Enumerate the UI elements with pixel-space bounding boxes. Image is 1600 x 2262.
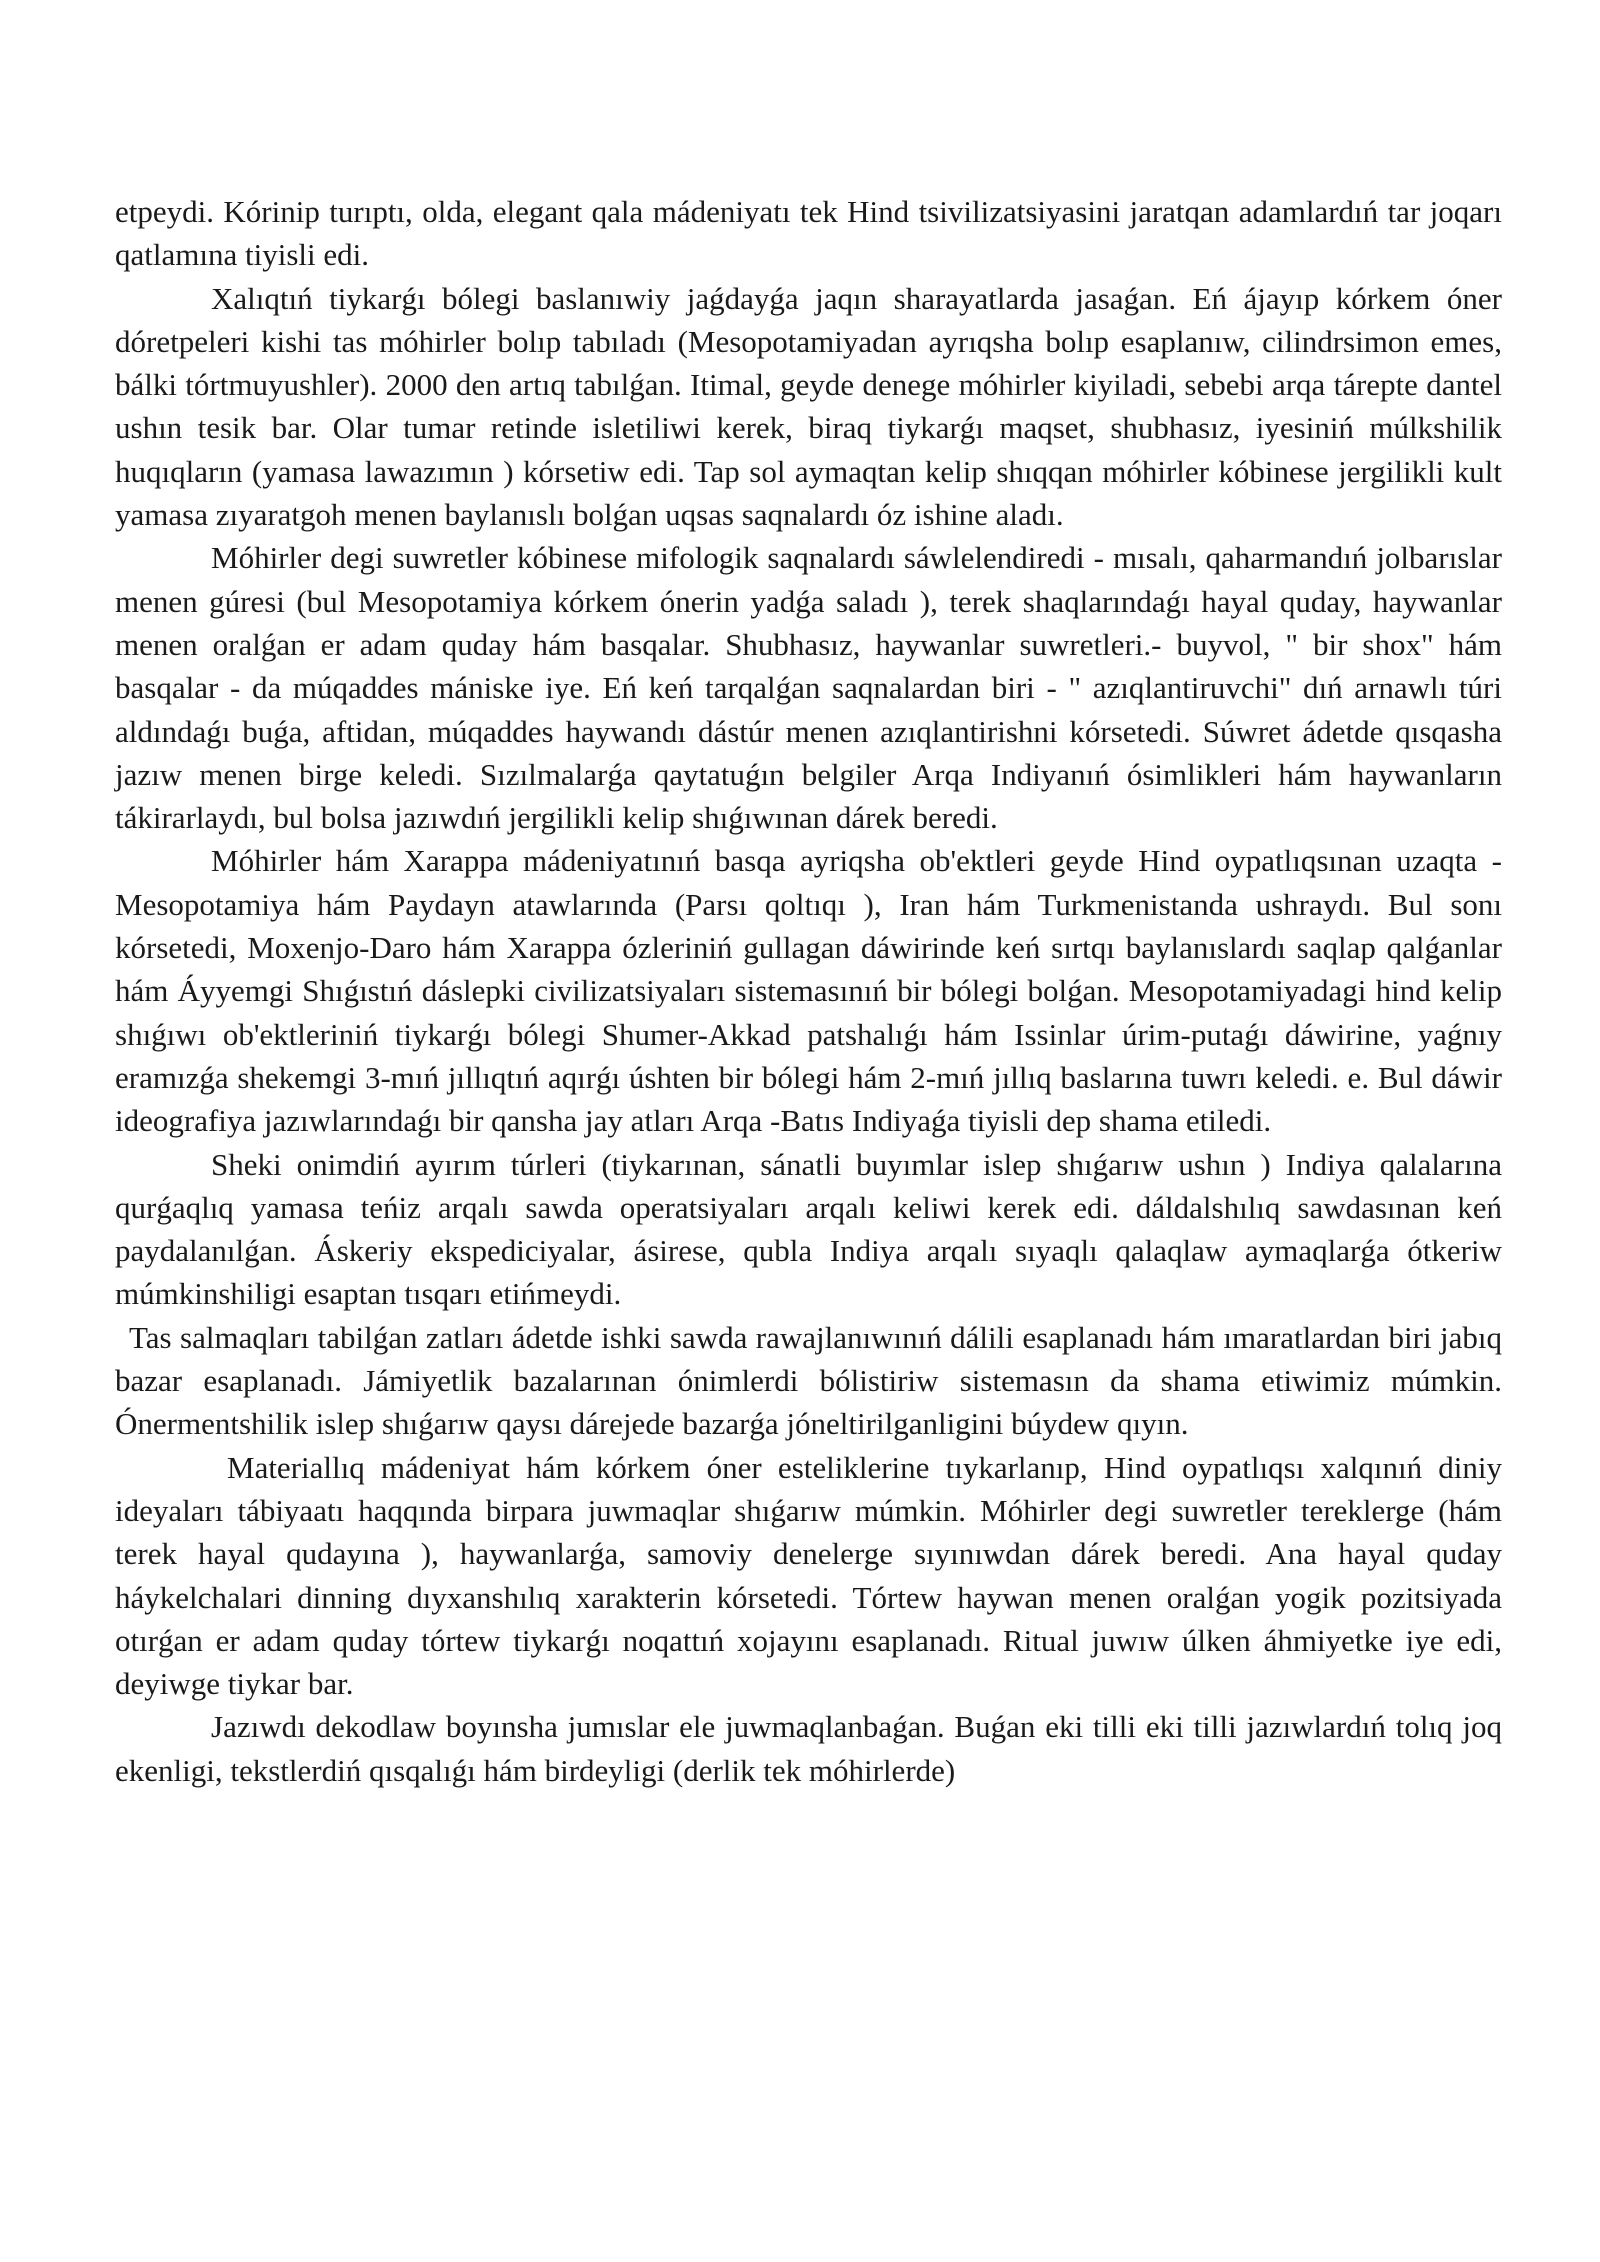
document-page	[115, 190, 1502, 1792]
paragraph-6: Tas salmaqları tabilǵan zatları ádetde ishki sawda rawajlanıwınıń dálili esaplanadı hám ımaratlardan biri jabıq bazar esaplanadı. Jámiyetlik bazalarınan ónimlerdi bólistiriw sistemasın da shama etiwimiz múmkin. Ónermentshilik islep shıǵarıw qaysı dárejede bazarǵa jóneltirilganligini búydew qıyın.	[115, 1319, 1502, 1442]
paragraph-4: Móhirler hám Xarappa mádeniyatınıń basqa ayriqsha ob'ektleri geyde Hind oypatlıqsınan uzaqta - Mesopotamiya hám Paydayn atawlarında (Parsı qoltıqı ), Iran hám Turkmenistanda ushraydı. Bul sonı kórsetedi, Moxenjo-Daro hám Xarappa ózleriniń gullagan dáwirinde keń sırtqı baylanıslardı saqlap qalǵanlar hám Áyyemgi Shıǵıstıń dáslepki civilizatsiyaları sistemasınıń bir bólegi bolǵan. Mesopotamiyadagi hind kelip shıǵıwı ob'ektleriniń tiykarǵı bólegi Shumer-Akkad patshalıǵı hám Issinlar úrim-putaǵı dáwirine, yaǵnıy eramızǵa shekemgi 3-mıń jıllıqtıń aqırǵı úshten bir bólegi hám 2-mıń jıllıq baslarına tuwrı keledi. e. Bul dáwir ideografiya jazıwlarındaǵı bir qansha jay atları Arqa -Batıs Indiyaǵa tiyisli dep shama etiledi.	[115, 843, 1502, 1139]
paragraph-1: etpeydi. Kórinip turıptı, olda, elegant qala mádeniyatı tek Hind tsivilizatsiyasini jaratqan adamlardıń tar joqarı qatlamına tiyisli edi.	[115, 194, 1502, 273]
paragraph-3: Móhirler degi suwretler kóbinese mifologik saqnalardı sáwlelendiredi - mısalı, qaharmandıń jolbarıslar menen gúresi (bul Mesopotamiya kórkem ónerin yadǵa saladı ), terek shaqlarındaǵı hayal quday, haywanlar menen oralǵan er adam quday hám basqalar. Shubhasız, haywanlar suwretleri.- buyvol, " bir shox" hám basqalar - da múqaddes mániske iye. Eń keń tarqalǵan saqnalardan biri - " azıqlantiruvchi" dıń arnawlı túri aldındaǵı buǵa, aftidan, múqaddes haywandı dástúr menen azıqlantirishni kórsetedi. Súwret ádetde qısqasha jazıw menen birge keledi. Sızılmalarǵa qaytatuǵın belgiler Arqa Indiyanıń ósimlikleri hám haywanların tákirarlaydı, bul bolsa jazıwdıń jergilikli kelip shıǵıwınan dárek beredi.	[115, 540, 1502, 836]
paragraph-7: Materiallıq mádeniyat hám kórkem óner esteliklerine tıykarlanıp, Hind oypatlıqsı xalqınıń diniy ideyaları tábiyaatı haqqında birpara juwmaqlar shıǵarıw múmkin. Móhirler degi suwretler tereklerge (hám terek hayal qudayına ), haywanlarǵa, samoviy denelerge sıyınıwdan dárek beredi. Ana hayal quday háykelchalari dinning dıyxanshılıq xarakterin kórsetedi. Tórtew haywan menen oralǵan yogik pozitsiyada otırǵan er adam quday tórtew tiykarǵı noqattıń xojayını esaplanadı. Ritual juwıw úlken áhmiyetke iye edi, deyiwge tiykar bar.	[115, 1449, 1502, 1702]
paragraph-2: Xalıqtıń tiykarǵı bólegi baslanıwiy jaǵdayǵa jaqın sharayatlarda jasaǵan. Eń ájayıp kórkem óner dóretpeleri kishi tas móhirler bolıp tabıladı (Mesopotamiyadan ayrıqsha bolıp esaplanıw, cilindrsimon emes, bálki tórtmuyushler). 2000 den artıq tabılǵan. Itimal, geyde denege móhirler kiyiladi, sebebi arqa tárepte dantel ushın tesik bar. Olar tumar retinde isletiliwi kerek, biraq tiykarǵı maqset, shubhasız, iyesiniń múlkshilik huqıqların (yamasa lawazımın ) kórsetiw edi. Tap sol aymaqtan kelip shıqqan móhirler kóbinese jergilikli kult yamasa zıyaratgoh menen baylanıslı bolǵan uqsas saqnalardı óz ishine aladı.	[115, 280, 1502, 533]
paragraph-5: Sheki onimdiń ayırım túrleri (tiykarınan, sánatli buyımlar islep shıǵarıw ushın ) Indiya qalalarına qurǵaqlıq yamasa teńiz arqalı sawda operatsiyaları arqalı keliwi kerek edi. dáldalshılıq sawdasınan keń paydalanılǵan. Áskeriy ekspediciyalar, ásirese, qubla Indiya arqalı sıyaqlı qalaqlaw aymaqlarǵa ótkeriw múmkinshiligi esaptan tısqarı etińmeydi.	[115, 1146, 1502, 1312]
paragraph-8: Jazıwdı dekodlaw boyınsha jumıslar ele juwmaqlanbaǵan. Buǵan eki tilli eki tilli jazıwlardıń tolıq joq ekenligi, tekstlerdiń qısqalıǵı hám birdeyligi (derlik tek móhirlerde)	[115, 1709, 1502, 1788]
